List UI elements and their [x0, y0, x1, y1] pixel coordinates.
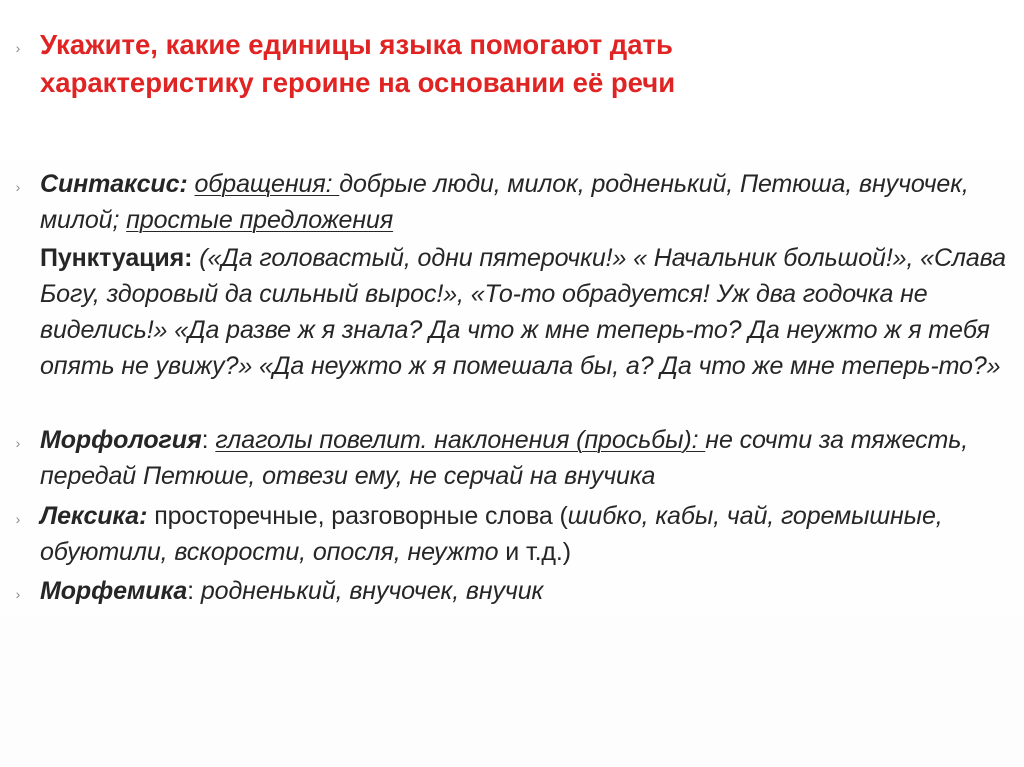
morphemics-seg-0: родненький, внучочек, внучик [194, 577, 544, 605]
syntax-bullet-icon: › [15, 179, 21, 195]
morphology-item [40, 422, 1020, 494]
syntax-label: Синтаксис: [40, 170, 188, 198]
morphology-label: Морфология [40, 426, 202, 454]
slide-title [40, 26, 1020, 102]
syntax-item [40, 166, 1020, 238]
syntax-seg-1: обращения: [194, 170, 340, 198]
syntax-seg-0 [188, 170, 195, 198]
lexicon-seg-0: просторечные, разговорные слова ( [147, 502, 568, 530]
morphemics-label-suffix: : [187, 577, 194, 605]
lexicon-label: Лексика: [40, 502, 148, 530]
lexicon-bullet-icon: › [15, 511, 21, 527]
morphology-seg-2: не сочти за тяжесть, передай Петюше, отвези ему, не серчай на внучика [40, 426, 969, 490]
punctuation-item [40, 240, 1020, 384]
syntax-seg-3: простые предложения [126, 206, 394, 234]
morphology-label-suffix: : [201, 426, 209, 454]
lexicon-seg-2: и т.д.) [498, 538, 571, 566]
lexicon-item [40, 498, 1020, 570]
heading-bullet-icon: › [15, 40, 21, 56]
lexicon-seg-1: шибко, кабы, чай, горемышные, обуютили, вскорости, опосля, неужто [40, 502, 943, 566]
slide-title-line-1: Укажите, какие единицы языка помогают дать [40, 29, 673, 60]
punctuation-seg-0: («Да головастый, одни пятерочки!» « Начальник большой!», «Слава Богу, здоровый да сильный вырос!», «То-то обрадуется! Уж два годочка не виделись!» «Да разве ж я знала? Да что ж мне теперь-то? Да неужто ж я тебя опять не увижу?» «Да неужто ж я помешала бы, а? Да что же мне теперь-то?» [40, 244, 1006, 380]
morphemics-label: Морфемика [40, 577, 188, 605]
morphemics-bullet-icon: › [15, 586, 21, 602]
morphology-bullet-icon: › [15, 435, 21, 451]
syntax-seg-2: добрые люди, милок, родненький, Петюша, внучочек, милой; [40, 170, 969, 234]
morphology-seg-1: глаголы повелит. наклонения (просьбы): [215, 426, 706, 454]
slide-title-line-2: характеристику героине на основании её речи [40, 67, 676, 98]
punctuation-label: Пунктуация: [40, 244, 193, 272]
morphemics-item [40, 573, 1020, 609]
